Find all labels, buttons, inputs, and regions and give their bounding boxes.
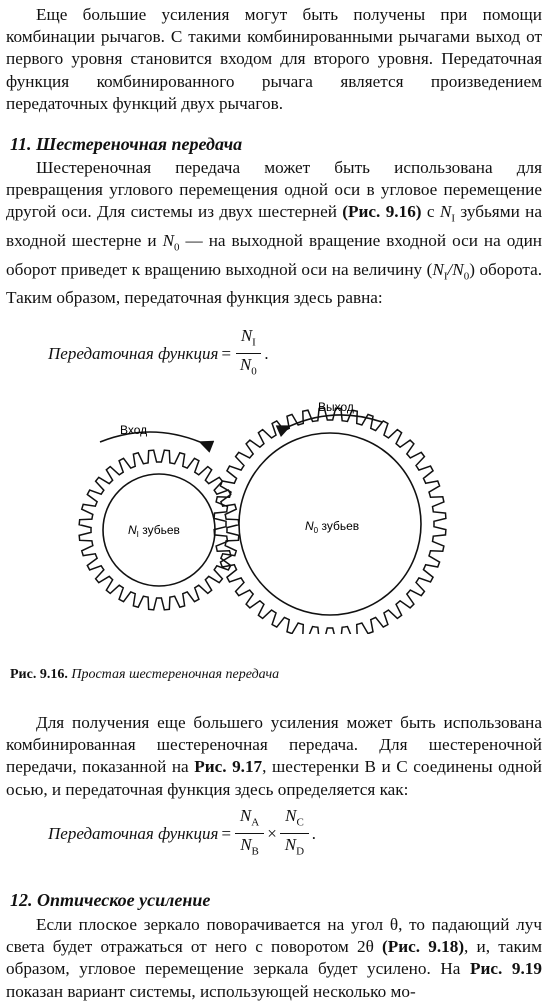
fraction-a-over-b [235, 806, 264, 862]
paragraph-text: Для получения еще большего усиления может быть использована комбинированная шестереночная передача. Для шестереночной передачи, показанной на [6, 713, 542, 777]
formula-label: Передаточная функция [48, 823, 219, 843]
denominator-subscript: 0 [251, 365, 257, 378]
ratio-denominator-subscript: 0 [463, 270, 470, 283]
numerator-subscript: A [251, 816, 260, 829]
figure-reference: (Рис. 9.18) [382, 937, 465, 957]
transfer-function-formula-1 [48, 326, 269, 382]
denominator-symbol: N [284, 835, 297, 855]
formula-period: . [264, 343, 269, 363]
fraction-numerator [236, 326, 261, 354]
input-label: Вход [120, 423, 148, 437]
figure-caption [10, 667, 279, 683]
symbol-n1-subscript: I [451, 212, 456, 225]
output-label: Выход [318, 400, 354, 414]
numerator-symbol: N [285, 806, 297, 825]
equals-sign: = [220, 823, 232, 843]
equals-sign: = [220, 343, 232, 363]
input-rotation-arrow [100, 432, 200, 442]
section-12-heading: 12. Оптическое усиление [10, 890, 211, 910]
ratio-numerator-subscript: I [443, 270, 448, 283]
optical-amplification-paragraph [6, 914, 542, 1003]
paragraph-text: зубьями на входной шестерне и [6, 202, 542, 251]
section-11-heading: 11. Шестереночная передача [10, 134, 243, 154]
paragraph-text: Если плоское зеркало поворачивается на угол θ, то падающий луч света будет отражаться от него с поворотом 2θ [6, 915, 542, 957]
fraction-numerator [280, 806, 309, 834]
paragraph-text: Шестереночная передача может быть использована для превращения углового перемещения одной оси в угловое перемещение другой оси. Для системы из двух шестерней [6, 158, 542, 222]
numerator-symbol: N [240, 326, 253, 345]
paragraph-text: , и, таким образом, угловое перемещение зеркала будет усилено. На [6, 937, 542, 979]
fraction-denominator [280, 834, 309, 861]
caption-text: Простая шестереночная передача [71, 667, 280, 682]
fraction-denominator [235, 834, 264, 861]
denominator-subscript: B [251, 845, 259, 858]
intro-paragraph: Еще большие усиления могут быть получены при помощи комбинации рычагов. С такими комбинированными рычагами выход от первого уровня становится входом для второго уровня. Передаточная функция комбинированного рычага является произведением передаточных функций двух рычагов. [6, 5, 542, 113]
caption-number: Рис. 9.16. [10, 667, 68, 682]
paragraph-text: — на выходной вращение входной оси на один оборот приведет к вращению выходной оси на величину ( [6, 231, 542, 279]
compound-gear-paragraph [6, 712, 542, 801]
fraction-denominator [235, 354, 262, 381]
symbol-n0: N [162, 231, 175, 251]
figure-reference: (Рис. 9.16) [342, 202, 422, 222]
paragraph-text: ) оборота. Таким образом, передаточная функция здесь равна: [6, 259, 542, 308]
formula-period: . [312, 823, 317, 843]
numerator-subscript: C [296, 816, 304, 829]
paragraph-text: , шестеренки B и C соединены одной осью, и передаточная функция здесь определяется как: [6, 757, 543, 799]
fraction-c-over-d [280, 806, 309, 862]
fraction-numerator [235, 806, 264, 834]
gear-train-figure [0, 394, 553, 634]
symbol-n0-subscript: 0 [174, 241, 180, 254]
paragraph-text: с [421, 202, 440, 222]
denominator-subscript: D [296, 845, 305, 858]
ratio-denominator: /N [447, 259, 464, 279]
transfer-function-formula-2 [48, 806, 316, 862]
denominator-symbol: N [239, 355, 252, 375]
fraction [235, 326, 262, 382]
multiply-sign: × [267, 823, 277, 843]
numerator-symbol: N [239, 806, 252, 825]
gear1-teeth-label: $N_I$ зубьев [128, 523, 180, 539]
figure-reference: Рис. 9.19 [470, 959, 542, 979]
denominator-symbol: N [240, 835, 252, 855]
figure-reference: Рис. 9.17 [194, 757, 263, 777]
gear-transmission-paragraph [6, 157, 542, 310]
symbol-n1: N [439, 202, 452, 222]
formula-label: Передаточная функция [48, 343, 219, 363]
numerator-subscript: I [252, 336, 256, 349]
output-rotation-arrow [290, 415, 382, 426]
paragraph-text: показан вариант системы, использующей несколько мо- [6, 981, 416, 1001]
gear2-teeth-label: $N_0$ зубьев [305, 519, 360, 535]
ratio-numerator: N [432, 259, 444, 279]
